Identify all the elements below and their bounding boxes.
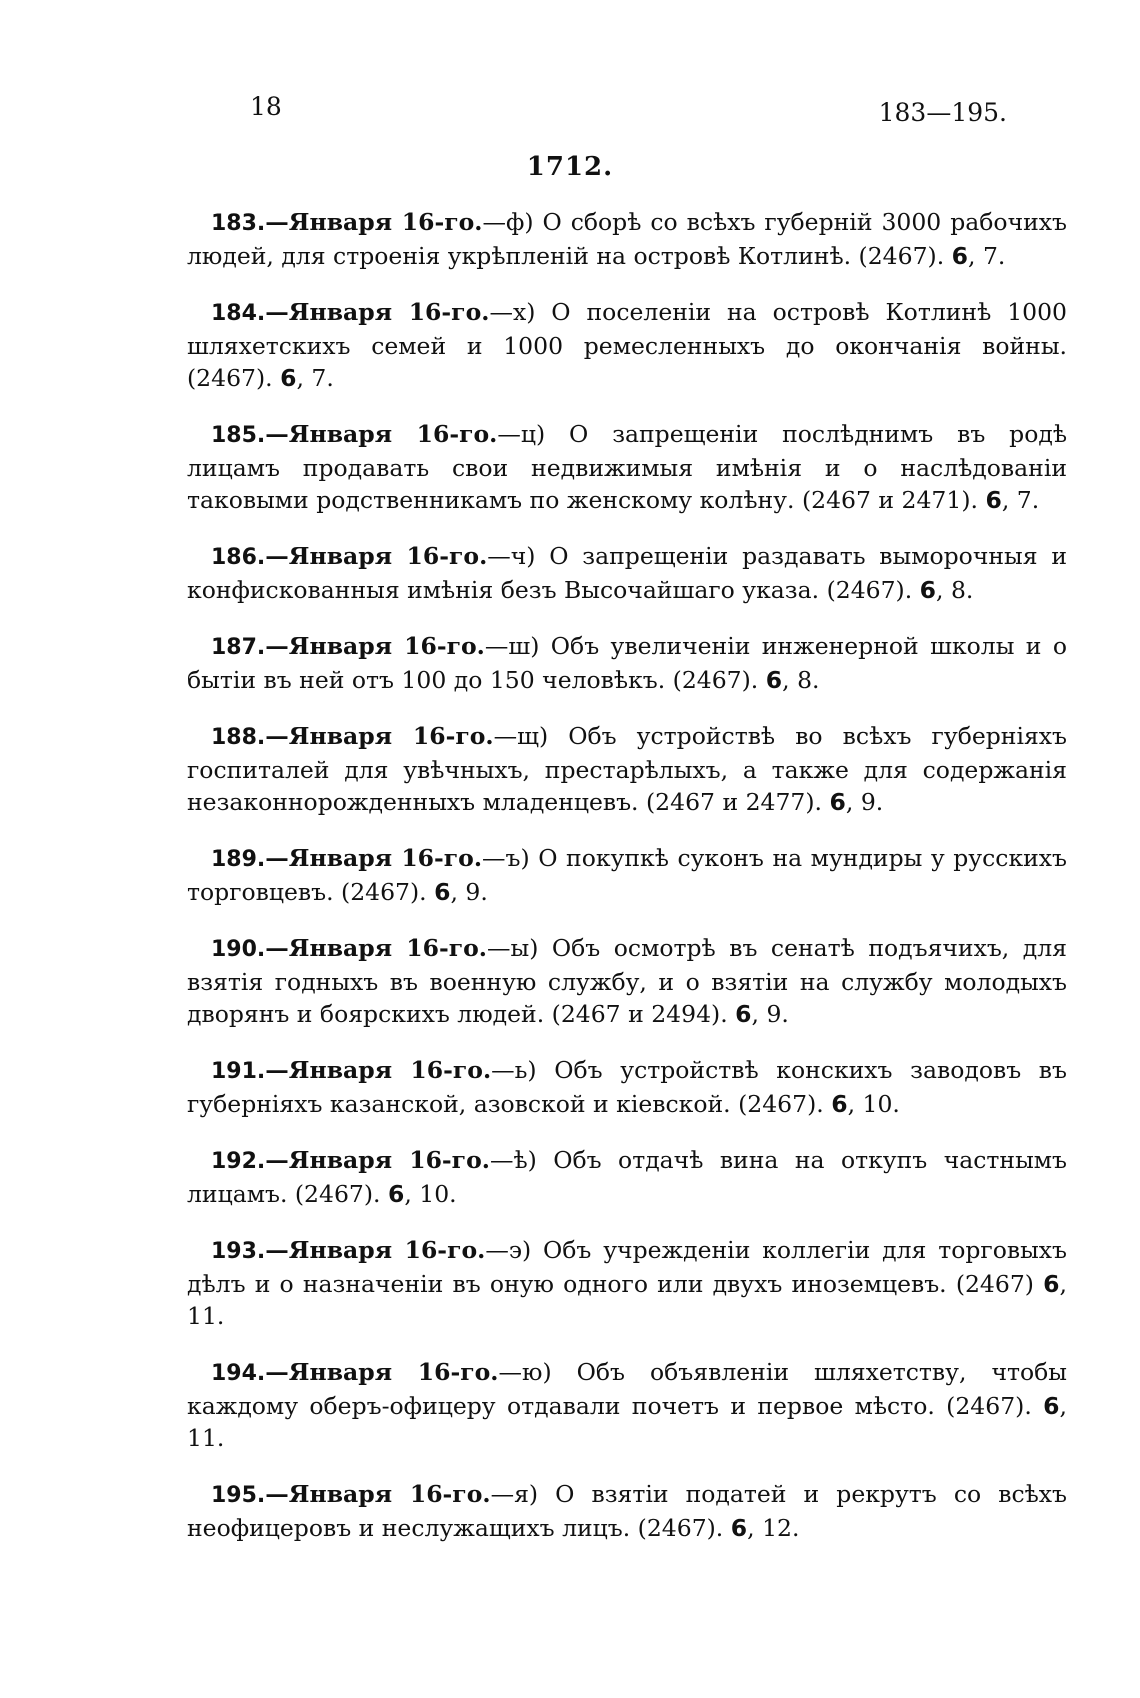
volume-number: 6: [280, 364, 297, 392]
entry-date: —Января 16-го.: [265, 420, 498, 448]
entry-number: 185.: [211, 423, 266, 448]
entry-date: —Января 16-го.: [265, 298, 490, 326]
entry-date: —Января 16-го.: [265, 722, 494, 750]
volume-number: 6: [829, 788, 846, 816]
volume-number: 6: [1043, 1392, 1060, 1420]
volume-number: 6: [735, 1000, 752, 1028]
page-ref: , 7.: [1001, 486, 1040, 514]
year-heading: 1712.: [526, 152, 614, 182]
page-ref: , 9.: [450, 878, 488, 906]
page-ref: , 11.: [187, 1392, 1067, 1452]
entry: [187, 296, 1067, 394]
entry-date: —Января 16-го.: [265, 1056, 492, 1084]
entry-number: 190.: [211, 937, 266, 962]
entry-number: 194.: [211, 1361, 266, 1386]
entry-date: —Января 16-го.: [265, 1480, 491, 1508]
entry-number: 192.: [211, 1149, 266, 1174]
volume-number: 6: [730, 1514, 748, 1542]
entry-text: —ш) Объ увеличеніи инженерной школы и о бытіи въ ней отъ 100 до 150 человѣкъ. (2467).: [187, 632, 1067, 694]
page-ref: , 11.: [187, 1270, 1067, 1330]
entry-number: 189.: [211, 847, 266, 872]
entry: [187, 540, 1067, 606]
entry: [187, 1234, 1067, 1332]
volume-number: 6: [434, 878, 451, 906]
volume-number: 6: [831, 1090, 848, 1118]
page-ref: , 9.: [845, 788, 884, 816]
entry: [187, 418, 1067, 516]
entry: [187, 1144, 1067, 1210]
entry-text: —щ) Объ устройствѣ во всѣхъ губерніяхъ госпиталей для увѣчныхъ, престарѣлыхъ, а также для содержанія незаконнорожденныхъ младенцевъ. (2467 и 2477).: [187, 722, 1068, 816]
volume-number: 6: [765, 666, 783, 694]
page-ref: , 7.: [968, 242, 1006, 270]
entry-number: 184.: [211, 301, 266, 326]
entry: [187, 932, 1067, 1030]
entry-text: —я) О взятіи податей и рекрутъ со всѣхъ неофицеровъ и неслужащихъ лицъ. (2467).: [187, 1480, 1067, 1542]
entry-range: 183—195.: [878, 98, 1007, 127]
entry: [187, 1356, 1067, 1454]
entry: [187, 842, 1067, 908]
page-number: 18: [250, 92, 282, 121]
entry-date: —Января 16-го.: [265, 1358, 499, 1386]
entry-text: —ю) Объ объявленіи шляхетству, чтобы каждому оберъ-офицеру отдавали почетъ и первое мѣсто. (2467).: [187, 1358, 1068, 1420]
entry-text: —ч) О запрещеніи раздавать выморочныя и конфискованныя имѣнія безъ Высочайшаго указа. (2467).: [187, 542, 1067, 604]
entry-date: —Января 16-го.: [265, 632, 485, 660]
volume-number: 6: [985, 486, 1002, 514]
entry-number: 193.: [211, 1239, 266, 1264]
entry-number: 191.: [211, 1059, 266, 1084]
entry: [187, 630, 1067, 696]
entry-text: —ь) Объ устройствѣ конскихъ заводовъ въ губерніяхъ казанской, азовской и кіевской. (2467).: [187, 1056, 1067, 1118]
page-ref: , 12.: [747, 1514, 800, 1542]
entry-date: —Января 16-го.: [265, 542, 488, 570]
entry-date: —Января 16-го.: [265, 844, 483, 872]
entry-date: —Января 16-го.: [265, 1146, 490, 1174]
entry: [187, 1478, 1067, 1544]
entry-date: —Января 16-го.: [265, 934, 487, 962]
entry-text: —ц) О запрещеніи послѣднимъ въ родѣ лицамъ продавать свои недвижимыя имѣнія и о наслѣдованіи таковыми родственникамъ по женскому колѣну. (2467 и 2471).: [187, 420, 1068, 514]
entry-date: —Января 16-го.: [265, 1236, 486, 1264]
page-ref: , 10.: [404, 1180, 457, 1208]
volume-number: 6: [919, 576, 937, 604]
entry: [187, 206, 1067, 272]
page-ref: , 9.: [751, 1000, 789, 1028]
volume-number: 6: [951, 242, 969, 270]
entry: [187, 1054, 1067, 1120]
entry-text: —ы) Объ осмотрѣ въ сенатѣ подъячихъ, для взятія годныхъ въ военную службу, и о взятіи на службу молодыхъ дворянъ и боярскихъ людей. (2467 и 2494).: [187, 934, 1067, 1028]
entry-text: —ъ) О покупкѣ суконъ на мундиры у русскихъ торговцевъ. (2467).: [187, 844, 1068, 906]
entry-number: 188.: [211, 725, 266, 750]
page-ref: , 7.: [296, 364, 334, 392]
page-ref: , 10.: [847, 1090, 900, 1118]
entry-text: —х) О поселеніи на островѣ Котлинѣ 1000 шляхетскихъ семей и 1000 ремесленныхъ до окончанія войны. (2467).: [187, 298, 1067, 392]
entry-date: —Января 16-го.: [265, 208, 483, 236]
entry-number: 186.: [211, 545, 266, 570]
entry: [187, 720, 1067, 818]
page-ref: , 8.: [936, 576, 974, 604]
entries-list: [187, 206, 1067, 1568]
entry-number: 183.: [211, 211, 266, 236]
page-ref: , 8.: [782, 666, 820, 694]
entry-text: —э) Объ учрежденіи коллегіи для торговыхъ дѣлъ и о назначеніи въ оную одного или двухъ иноземцевъ. (2467): [187, 1236, 1067, 1298]
volume-number: 6: [387, 1180, 405, 1208]
entry-number: 187.: [211, 635, 266, 660]
entry-text: —ѣ) Объ отдачѣ вина на откупъ частнымъ лицамъ. (2467).: [187, 1146, 1068, 1208]
entry-number: 195.: [211, 1483, 266, 1508]
entry-text: —ф) О сборѣ со всѣхъ губерній 3000 рабочихъ людей, для строенія укрѣпленій на островѣ Котлинѣ. (2467).: [187, 208, 1067, 270]
page-header: [250, 92, 1007, 132]
volume-number: 6: [1043, 1270, 1060, 1298]
